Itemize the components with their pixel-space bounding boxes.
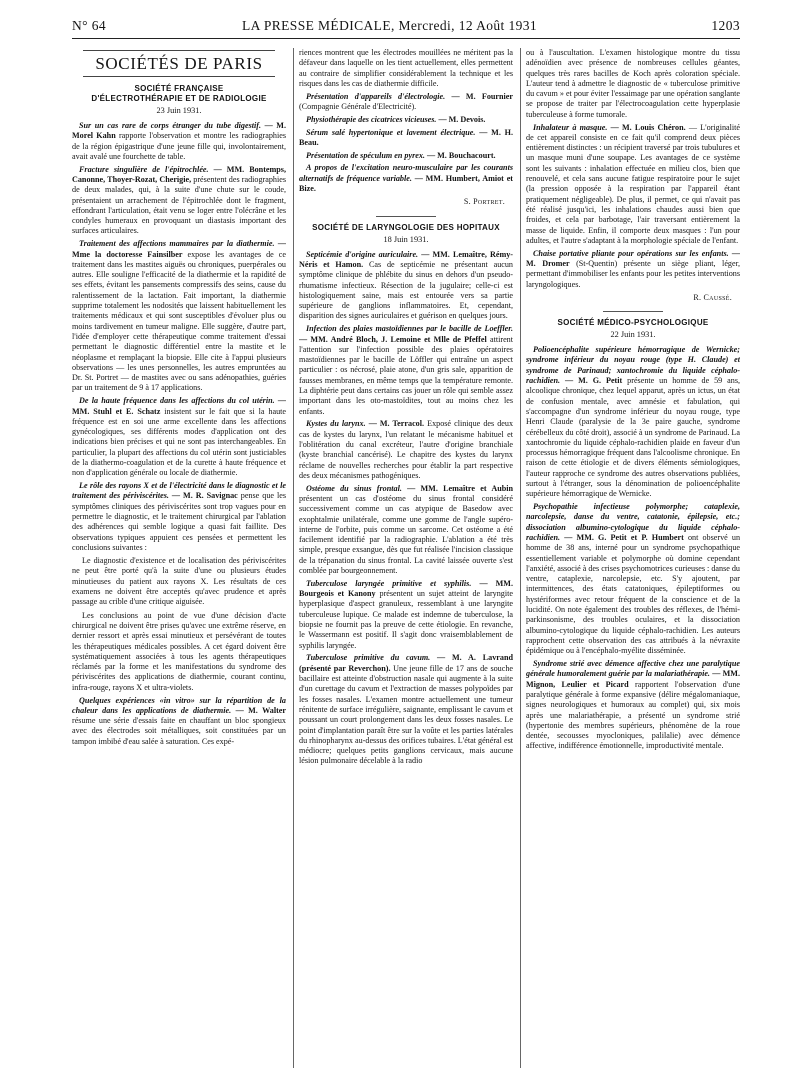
- communication-text: présentent un sujet atteint de laryngite hyperplasique d'aspect granuleux, ressemblant à une laryngite tuberculeuse lupique. Ce malade est indemne de tuberculose, la biopsie ne fournit pas la preuve de cette étiologie. En revanche, le Wassermann est positif. Il s'agit donc vraisemblablement de syphilis laryngée.: [299, 589, 513, 650]
- communication: [72, 556, 286, 607]
- communication-authors: — M. A. Lavrand (présenté par Reverchon).: [299, 653, 513, 673]
- communication-title: Inhalateur à masque.: [533, 122, 608, 132]
- communications-list: [526, 123, 740, 290]
- communication: [299, 115, 513, 125]
- signature: R. Caussé.: [693, 292, 732, 302]
- communications-list: [299, 92, 513, 195]
- communication-authors: — M. Devois.: [438, 114, 486, 124]
- communication-text: Une jeune fille de 17 ans de souche bacillaire est atteinte d'obstruction nasale qui augmente à la suite d'un curettage du cavum et l'extraction de masses polypoïdes par les fosses nasales. L'examen montre actuellement une tumeur rénitente de surface irrégulière, saignante, emplissant le cavum et poussant un court prolongement dans les deux fosses nasales. Le point d'implantation paraît être sur la voûte et les parties latérales du rhinopharynx au-dessus des orifices tubaires. L'état général est médiocre; quelques petits ganglions cervicaux, mais aucune lésion pulmonaire décelable à la radio: [299, 663, 513, 766]
- communication-text: pense que les symptômes cliniques des périviscérites sont trop vagues pour en permettre le diagnostic, et le traitement chirurgical par l'ablation des adhérences qui semble logique a quasi fait faillite. Des observations typiques appuient ces pensées et permettent les conclusions suivantes :: [72, 491, 286, 552]
- communications-list: [72, 121, 286, 747]
- communication: [299, 579, 513, 651]
- journal-page: [72, 18, 740, 1068]
- column-1: [72, 48, 286, 1068]
- communication-text: Les conclusions au point de vue d'une décision d'acte chirurgical ne doivent être prises qu'avec une extrême réserve, en dernier ressort et après essai minutieux et persévérant de toutes les thérapeutiques médicales possibles. A cet égard doivent être systématiquement associées à tous les agents thérapeutiques réclamés par la forme et les manifestations du syndrome des périviscérites des applications de diathermie, courant continu, infra-rouge, rayons X et ultra-violets.: [72, 610, 286, 692]
- communication: [526, 123, 740, 247]
- section-title: SOCIÉTÉ DE LARYNGOLOGIE DES HOPITAUX: [312, 222, 500, 232]
- communication: [299, 324, 513, 417]
- communication-authors: — M. G. Petit: [565, 376, 623, 386]
- main-title-text: SOCIÉTÉS DE PARIS: [83, 50, 274, 77]
- communication-authors: — M. Louis Chéron.: [610, 122, 686, 132]
- main-title: [72, 54, 286, 74]
- communication-authors: — MM. Lemaître, Rémy-Néris et Hamon.: [299, 249, 513, 269]
- communication-authors: — M. Walter: [235, 705, 286, 715]
- column-2: [299, 48, 513, 1068]
- communication-title: Traitement des affections mammaires par la diathermie.: [79, 239, 275, 249]
- communication-authors: — M. Bouchacourt.: [426, 150, 496, 160]
- communication-title: A propos de l'excitation neuro-musculaire par les courants alternatifs de fréquence variable.: [299, 163, 513, 183]
- communication-authors: — M. Fournier: [451, 91, 513, 101]
- communication-authors: — M. H. Beau.: [299, 127, 513, 147]
- communication-title: Polioencéphalite supérieure hémorragique de Wernicke; syndrome inférieur du noyau rouge (type H. Claude) et syndrome de Parinaud; xantochromie du liquide céphalo-rachidien.: [526, 345, 740, 386]
- communication-text: (St-Quentin) présente un siège pliant, léger, permettant d'immobiliser les enfants pour les petites interventions laryngologiques.: [526, 258, 740, 289]
- communication: [72, 696, 286, 747]
- communication-title: Quelques expériences «in vitro» sur la répartition de la chaleur dans les applications de diathermie.: [72, 695, 286, 715]
- communication: [299, 128, 513, 149]
- communication-title: Présentation de spéculum en pyrex.: [306, 150, 425, 160]
- communication-title: De la haute fréquence dans les affections du col utérin.: [79, 396, 275, 406]
- communication-title: Septicémie d'origine auriculaire.: [306, 249, 419, 259]
- section-date: 18 Juin 1931.: [383, 234, 429, 244]
- communication-title: Présentation d'appareils d'électrologie.: [306, 91, 446, 101]
- communication-title: Sur un cas rare de corps étranger du tube digestif.: [79, 121, 261, 130]
- communication-authors: — MM. Humbert, Amiot et Bize.: [299, 173, 513, 194]
- communication-title: Le rôle des rayons X et de l'électricité dans le diagnostic et le traitement des périviscérites.: [72, 481, 286, 501]
- communication-text: (Compagnie Générale d'Electricité).: [299, 101, 417, 111]
- column-divider: [293, 48, 294, 1068]
- communication-authors: — MM. G. Petit et P. Humbert: [564, 532, 684, 542]
- communication: [72, 239, 286, 393]
- communication: [72, 165, 286, 237]
- communication-title: Sérum salé hypertonique et lavement électrique.: [306, 127, 476, 137]
- communication: [299, 653, 513, 766]
- communication-text: attirent l'attention sur l'infection possible des plaies opératoires mastoïdiennes par le bacille de Löffler qui entraîne un aspect particulier : os nécrosé, plaie atone, d'un gris sale, apparition de fausses membranes, en même temps que la température remonte. La diphtérie peut dans certains cas jouer un rôle qui semble assez important dans les oto-mastoïdites, tout au moins chez les enfants.: [299, 334, 513, 416]
- communications-list: [526, 345, 740, 752]
- communication-title: Ostéome du sinus frontal.: [306, 483, 402, 493]
- section-date: 22 Juin 1931.: [610, 330, 656, 340]
- communication-text: présentent des radiographies de deux malades, qui, à la suite d'une chute sur le coude, présentaient un arrachement de l'épitrochlée dont le fragment, effondrant l'articulation, était venu se loger entre l'olécrâne et les condyles humeraux en provoquant un diastasis important des surfaces articulaires.: [72, 174, 286, 236]
- communication: [72, 121, 286, 162]
- communication-authors: — M. Terracol.: [368, 419, 425, 429]
- journal-title: LA PRESSE MÉDICALE, Mercredi, 12 Août 1931: [242, 18, 538, 33]
- communication-authors: — M. Morel Kahn: [72, 121, 286, 141]
- communication-authors: — M. Dromer: [526, 248, 740, 268]
- communication-title: Physiothérapie des cicatrices vicieuses.: [306, 114, 437, 124]
- communications-list: [299, 250, 513, 767]
- communication: [526, 345, 740, 499]
- communication-authors: — M. R. Savignac: [171, 491, 238, 501]
- communication: [299, 163, 513, 194]
- column-3: [526, 48, 740, 1068]
- communication-authors: — MM. Bourgeois et Kanony: [299, 578, 513, 599]
- section-separator: [376, 216, 436, 217]
- communication: [299, 484, 513, 577]
- communication-text: rapportent l'observation d'une paralytique générale à forme expansive (délire mégalomaniaque, signes neurologiques et humoraux au complet) qui, six mois après une malariathérapie, a présenté un syndrome strié (hypertonie des membres supérieurs, phénomène de la roue dentée, secousses myocloniques, palilalie) avec démence affective, indifférence émotionnelle, improductivité mentale.: [526, 679, 740, 751]
- continued-text: ou à l'auscultation. L'examen histologique montre du tissu adénoïdien avec présence de nombreuses cellules géantes, quelques très rares bacilles de Koch après coloration spéciale. L'auteur tend à admettre le diagnostic de « tuberculose primitive du cavum » et pour éviter l'essaimage par une opération sanglante se propose de traiter par l'électrocoagulation cette hyperplasie tuberculeuse à forme tumorale.: [526, 48, 740, 119]
- communication-text: — L'originalité de cet appareil consiste en ce fait qu'il comprend deux pièces entièrement distinctes : un récipient traversé par trois tubulures et un masque muni d'une soupape. Les avantages de ce système sont les suivants : inhalation effectuée en milieu clos, bien que renouvelé, et cela sans aucune fatigue respiratoire pour le sujet (la pression opposée à la respiration par l'appareil étant pratiquement négligeable). De plus, il permet, ce qui n'avait pas été réalisé jusqu'ici, les inhalations chaudes aussi bien que froides, et cela par barbotage, l'air traversant entièrement la masse de liquide. Enfin, il comporte deux masques : l'un pour adultes, et l'autre s'adaptant à la morphologie spéciale de l'enfant.: [526, 122, 740, 245]
- communication: [299, 92, 513, 113]
- three-columns: [72, 48, 740, 1068]
- communication-title: Syndrome strié avec démence affective chez une paralytique générale humoralement guérie par la malariathérapie.: [526, 659, 740, 679]
- communication-title: Tuberculose laryngée primitive et syphilis.: [306, 578, 472, 588]
- communication-text: présente un homme de 59 ans, alcoolique chronique, chez lequel apparut, après un ictus, un état de confusion mentale, avec amnésie et fabulation, qui s'accompagne d'un syndrome inférieur du noyau rouge, type Henri Claude (paralysie de la 3e paire gauche, syndrome cérébelleux du côté droit), associé à un syndrome de Parinaud. La xantochromie du liquide céphalo-rachidien plaide en faveur d'un processus hémorragique fréquent dans l'alcoolisme chronique. En raison de cette étiologie et de divers éléments sémiologiques, l'auteur rapproche ce syndrome des autres observations publiées, surtout à l'étranger, sous la dénomination de polioencéphalite supérieure hémorragique de Wernicke.: [526, 376, 740, 499]
- issue-number: N° 64: [72, 18, 107, 33]
- page-number: 1203: [711, 18, 740, 33]
- communication-title: Chaise portative pliante pour opérations sur les enfants.: [533, 248, 729, 258]
- communication-text: résume une série d'essais faite en chauffant un bloc spongieux avec des électrodes soit métalliques, soit constituées par un tampon imbibé d'eau salée à saturation. Ces expé-: [72, 716, 286, 746]
- header-rule: [72, 38, 740, 39]
- section-separator: [603, 311, 663, 312]
- communication-text: Le diagnostic d'existence et de localisation des périviscérites ne peut être porté qu'à la suite d'une ou plusieurs études minutieuses du patient aux rayons X. Les résultats de ces examens ne doivent être acceptés qu'avec prudence et après passage au crible d'une critique aiguisée.: [72, 556, 286, 607]
- communication-authors: — MM. Bontemps, Canonne, Thoyer-Rozat, Cherigie,: [72, 164, 286, 184]
- communication-text: ont observé un homme de 38 ans, interné pour un syndrome psychopathique essentiellement variable et polymorphe où domine cependant l'anxiété, associé à des crises psychomotrices curieuses : danse du ventre, cataplexie, narcolepsie, etc. S'y ajoutent, par intermittences, des états catatoniques, épileptiformes ou hystériformes avec retour fréquent de la conscience et de la lucidité. On note également des troubles des réflexes, de l'hémi-parkinsonisme, des troubles oculaires, et la dissociation albumino-cytologique du liquide céphalo-rachidien. Les auteurs rapprochent cette observation des cas attribués à la névraxite épidémique ou à l'encéphalo-myélite disséminée.: [526, 532, 740, 656]
- communication-authors: — MM. Mignon, Leulier et Picard: [526, 669, 740, 689]
- communication-text: Exposé clinique des deux cas de kystes du larynx, l'un relatant le mécanisme habituel et l'oblitération du canal excréteur, l'autre d'origine branchiale (kyste branchial cancérisé). Le chapitre des kystes du larynx réclame de nouvelles recherches pour établir la part respective des deux mécanismes pathogéniques.: [299, 419, 513, 480]
- communication: [72, 611, 286, 693]
- communication-text: expose les avantages de ce traitement dans les mastites aiguës ou chroniques, puerpérales ou autres. Elle souligne l'efficacité de la diathermie et la rapidité de ses effets, évitant les pansements compressifs des seins, cause du ralentissement de la lactation. Fait important, la diathermie supprime totalement les nodosités que laissent habituellement les traitements médicaux et qui sont susceptibles d'évoluer plus ou moins tardivement en tumeur maligne. Elle suggère, d'autre part, l'idée d'employer cette thérapeutique comme traitement d'essai permettant le diagnostic différentiel entre la mastite et le néoplasme et remplaçant la biopsie. Elle cite à l'appui plusieurs observations — les unes personnelles, les autres empruntées au Dr. St. Portret — de mastites avec ou sans adénopathies, guéries par un traitement de 9 à 17 applications.: [72, 249, 286, 393]
- communication-authors: — MM. André Bloch, J. Lemoine et Mlle de Pfeffel: [299, 334, 487, 344]
- communication: [526, 502, 740, 656]
- communication: [72, 481, 286, 553]
- communication-text: insistent sur le fait que si la haute fréquence est en soi une arme excellente dans les affections gynécologiques, ses différents modes d'application ont des indications bien précises et qui ne sont pas interchangeables. En particulier, la plupart des affections du col utérin sont justiciables de la diathermo-coagulation et de la curette à haute fréquence et non d'application générale ou locale de diathermie.: [72, 406, 286, 478]
- continued-text: riences montrent que les électrodes mouillées ne méritent pas la défaveur dans laquelle on les tient actuellement, elles permettent au contraire de simplifier considérablement la technique et les risques dans les cas de diathermie difficile.: [299, 48, 513, 88]
- communication-text: Cas de septicémie ne présentant aucun symptôme clinique de phlébite du sinus en dehors d'un pseudo-rhumatisme infectieux. Résection de la jugulaire; celle-ci est histologiquement saine, mais est entourée vers sa partie supérieure de ganglions inflammatoires. Et, cependant, disparition des signes auriculaires et guérison en quelques jours.: [299, 259, 513, 321]
- communication-authors: — MM. Lemaître et Aubin: [407, 483, 513, 493]
- communication-title: Psychopathie infectieuse polymorphe; cataplexie, narcolepsie, danse du ventre, catatonie, épilepsie, etc.; dissociation albumino-cytologique du liquide céphalo-rachidien.: [526, 502, 740, 542]
- communication: [72, 396, 286, 478]
- communication: [526, 249, 740, 290]
- communication-title: Infection des plaies mastoïdiennes par le bacille de Loeffler.: [306, 324, 513, 334]
- communication-text: rapporte l'observation et montre les radiographies de la région épigastrique d'une jeune fille qui, involontairement, avait avalé une fourchette de table.: [72, 131, 286, 161]
- column-divider: [520, 48, 521, 1068]
- communication-authors: — MM. Stuhl et E. Schatz: [72, 396, 286, 416]
- communication-authors: — Mme la doctoresse Fainsilber: [72, 239, 286, 259]
- communication-text: présentent un cas d'ostéome du sinus frontal considéré successivement comme un cas atypique de Basedow avec exophtalmie unilatérale, comme une gomme de l'angle supéro-interne de l'orbite, puis comme un sarcome. Cet ostéome a été facilement identifié par la radiographie. L'ablation a été très simple, presque exsangue, dès que fut réalisée l'incision classique de la trépanation du sinus frontal. La cavité laissée ouverte s'est comblée par bourgeonnement.: [299, 493, 513, 576]
- signature: S. Portret.: [463, 197, 505, 207]
- section-title: SOCIÉTÉ FRANÇAISE D'ÉLECTROTHÉRAPIE ET DE RADIOLOGIE: [91, 84, 267, 103]
- communication: [299, 250, 513, 322]
- communication-title: Fracture singulière de l'épitrochlée.: [79, 164, 209, 174]
- section-title: SOCIÉTÉ MÉDICO-PSYCHOLOGIQUE: [557, 318, 709, 328]
- section-date: 23 Juin 1931.: [156, 106, 202, 115]
- communication: [299, 151, 513, 161]
- communication: [526, 659, 740, 752]
- running-head: [72, 18, 740, 36]
- communication-title: Kystes du larynx.: [306, 419, 366, 429]
- communication-title: Tuberculose primitive du cavum.: [306, 653, 431, 663]
- communication: [299, 419, 513, 481]
